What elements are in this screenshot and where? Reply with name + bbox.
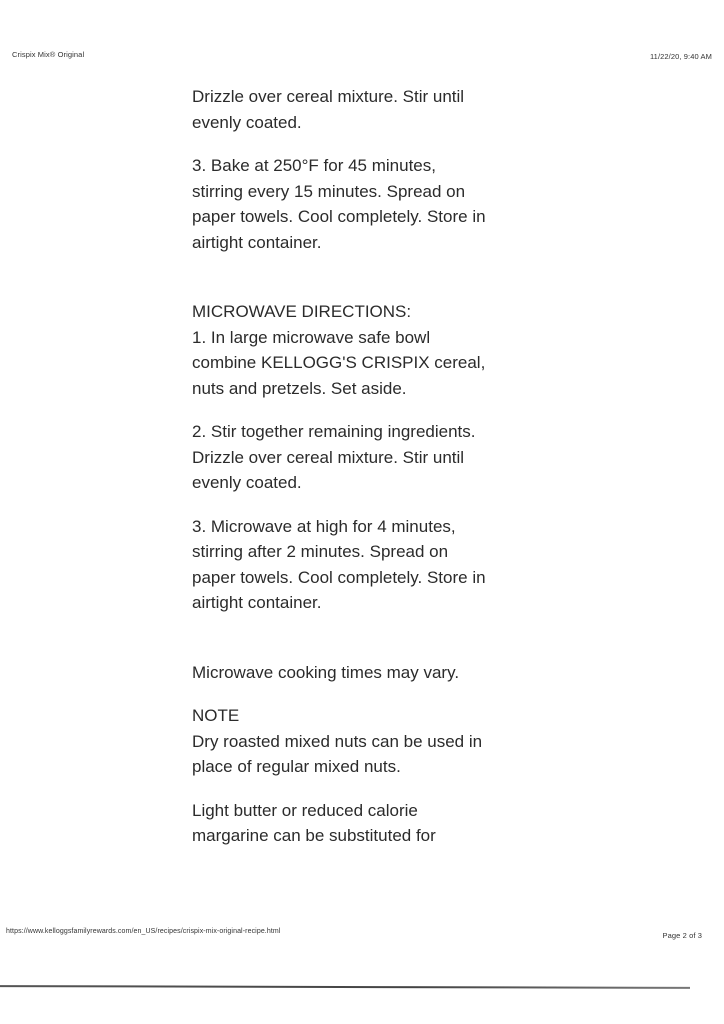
page-footer-page-number: Page 2 of 3 <box>662 931 702 940</box>
text-line: nuts and pretzels. Set aside. <box>192 378 407 398</box>
paragraph-drizzle <box>192 84 572 135</box>
text-line: 2. Stir together remaining ingredients. <box>192 422 476 441</box>
page-header-datetime: 11/22/20, 9:40 AM <box>649 52 712 61</box>
text-line: evenly coated. <box>192 473 302 492</box>
text-line: stirring after 2 minutes. Spread on <box>192 542 449 561</box>
text-line: paper towels. Cool completely. Store in <box>192 567 486 587</box>
paragraph-cooking-times: Microwave cooking times may vary. <box>192 662 460 682</box>
text-line: place of regular mixed nuts. <box>192 757 401 776</box>
text-line: Light butter or reduced calorie <box>192 800 418 820</box>
text-line: margarine can be substituted for <box>192 826 436 845</box>
text-line: paper towels. Cool completely. Store in <box>192 207 486 226</box>
paragraph-microwave-step-3 <box>192 514 572 616</box>
paragraph-bake-step <box>192 153 572 255</box>
text-line: stirring every 15 minutes. Spread on <box>192 181 466 201</box>
text-line: 3. Bake at 250°F for 45 minutes, <box>192 156 436 175</box>
text-line: Drizzle over cereal mixture. Stir until <box>192 87 465 106</box>
text-line: combine KELLOGG'S CRISPIX cereal, <box>192 353 486 372</box>
paragraph-note-butter <box>192 798 572 849</box>
text-line: 1. In large microwave safe bowl <box>192 327 431 347</box>
text-line: airtight container. <box>192 232 322 252</box>
text-line: Dry roasted mixed nuts can be used in <box>192 731 483 751</box>
scan-edge-line <box>0 985 690 989</box>
text-line: 3. Microwave at high for 4 minutes, <box>192 516 456 536</box>
paragraph-microwave-step-1 <box>192 325 572 402</box>
text-line: airtight container. <box>192 593 322 612</box>
paragraph-microwave-step-2 <box>192 419 572 496</box>
microwave-directions-heading: MICROWAVE DIRECTIONS: <box>192 302 412 321</box>
text-line: evenly coated. <box>192 112 302 132</box>
page-header-title: Crispix Mix® Original <box>12 50 85 59</box>
paragraph-note-nuts <box>192 729 572 780</box>
recipe-content <box>192 84 572 849</box>
page-footer-url[interactable]: https://www.kelloggsfamilyrewards.com/en_US/recipes/crispix-mix-original-recipe.html <box>6 928 281 935</box>
note-heading: NOTE <box>192 706 240 725</box>
text-line: Drizzle over cereal mixture. Stir until <box>192 447 465 467</box>
